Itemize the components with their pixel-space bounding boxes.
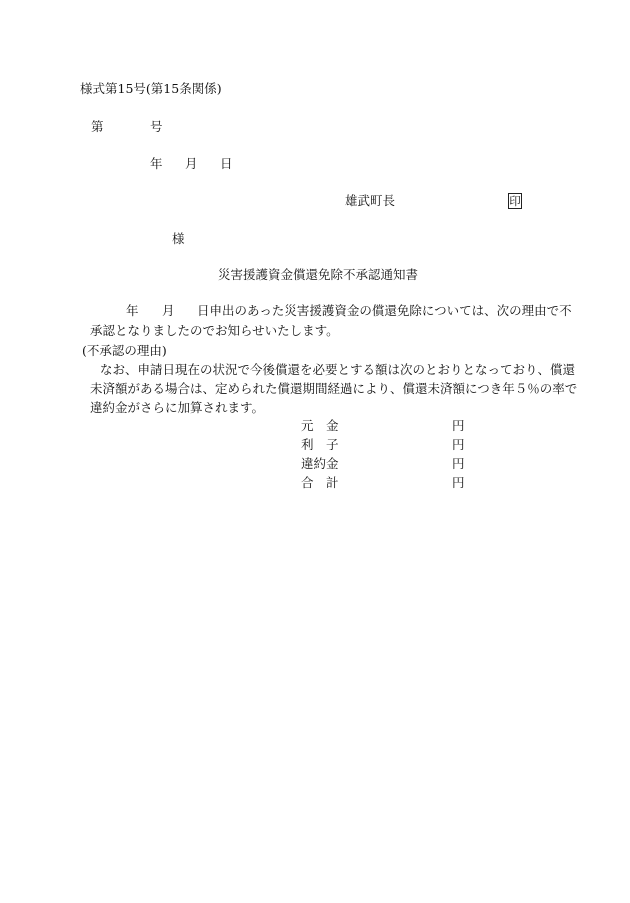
amount-unit-interest: 円 <box>452 437 465 452</box>
date-month: 月 <box>185 156 198 171</box>
reason-heading: (不承認の理由) <box>82 343 167 358</box>
date-day: 日 <box>220 156 233 171</box>
document-title: 災害援護資金償還免除不承認通知書 <box>218 267 419 282</box>
amount-unit-principal: 円 <box>452 418 465 433</box>
recipient-suffix: 様 <box>172 231 185 246</box>
doc-number-go: 号 <box>150 119 163 134</box>
seal-label: 印 <box>509 194 521 208</box>
body-year: 年 <box>126 303 139 318</box>
issuer-title: 雄武町長 <box>345 193 396 208</box>
date-year: 年 <box>150 156 163 171</box>
amount-label-interest: 利 子 <box>301 437 339 452</box>
amount-label-penalty: 違約金 <box>301 456 339 471</box>
amount-unit-penalty: 円 <box>452 456 465 471</box>
amount-label-principal: 元 金 <box>301 418 339 433</box>
amount-label-total: 合 計 <box>301 475 339 490</box>
reason-line2: 未済額がある場合は、定められた償還期間経過により、償還未済額につき年５％の率で <box>90 381 578 396</box>
seal-mark <box>508 192 522 210</box>
form-number: 様式第15号(第15条関係) <box>80 81 222 96</box>
reason-line3: 違約金がさらに加算されます。 <box>90 400 265 415</box>
body-month: 月 <box>162 303 175 318</box>
body-line1: 日申出のあった災害援護資金の償還免除については、次の理由で不 <box>197 303 572 318</box>
body-line2: 承認となりましたのでお知らせいたします。 <box>90 323 339 338</box>
reason-line1: なお、申請日現在の状況で今後償還を必要とする額は次のとおりとなっており、償還 <box>100 362 576 377</box>
doc-number-dai: 第 <box>91 119 104 134</box>
amount-unit-total: 円 <box>452 475 465 490</box>
